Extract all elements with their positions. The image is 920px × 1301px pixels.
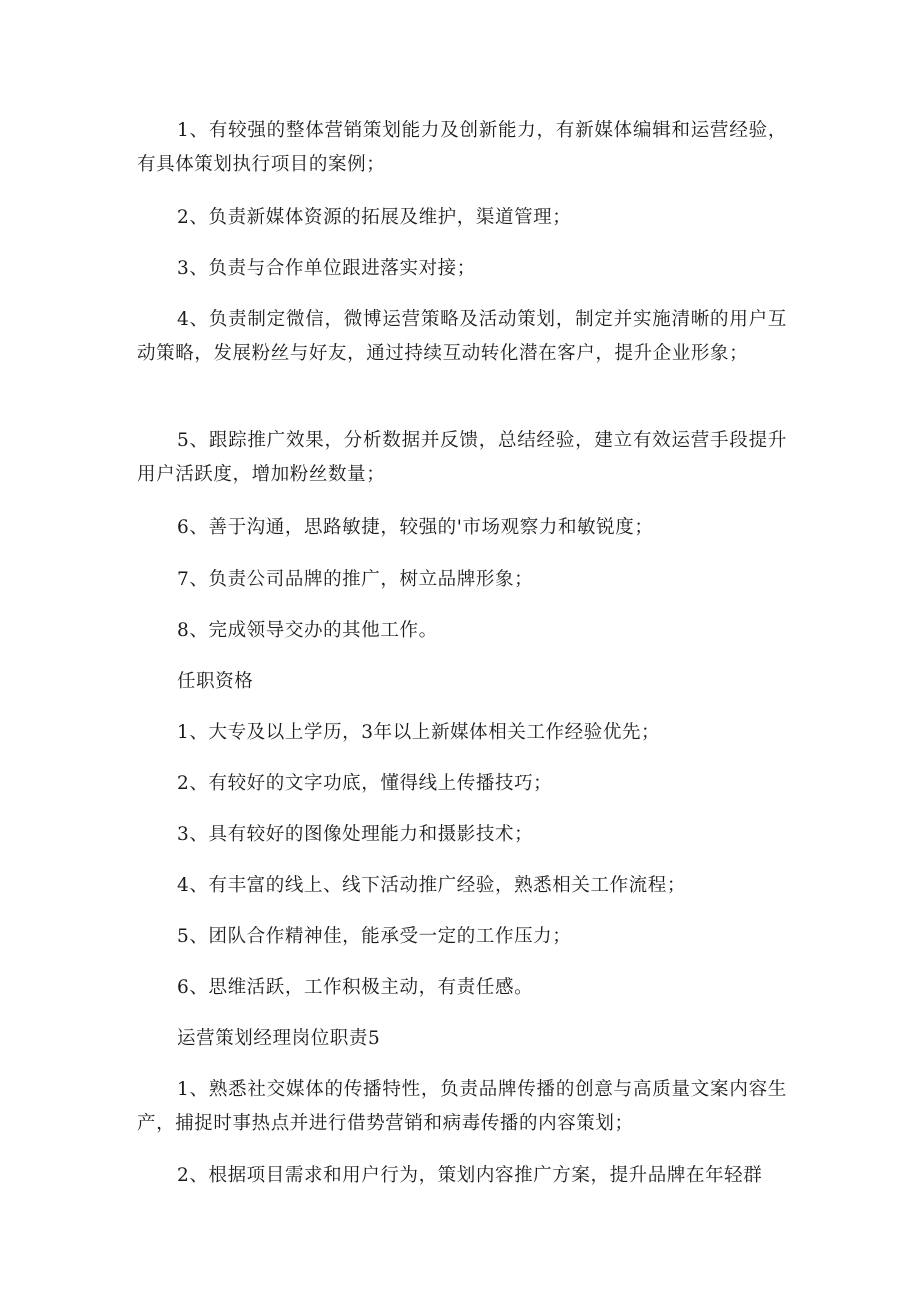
duty-item-6: 6、善于沟通，思路敏捷，较强的'市场观察力和敏锐度； [177,517,654,538]
qualification-item-6: 6、思维活跃，工作积极主动，有责任感。 [177,977,534,998]
duty-item-1: 1、有较强的整体营销策划能力及创新能力，有新媒体编辑和运营经验，有具体策划执行项目的案例； [137,120,787,175]
duty-item-4: 4、负责制定微信，微博运营策略及活动策划，制定并实施清晰的用户互动策略，发展粉丝与好友，通过持续互动转化潜在客户，提升企业形象； [137,309,787,364]
section-heading-qualifications: 任职资格 [177,671,254,692]
duty5-item-1: 1、熟悉社交媒体的传播特性，负责品牌传播的创意与高质量文案内容生产，捕捉时事热点并进行借势营销和病毒传播的内容策划； [137,1079,787,1134]
section-heading-job-title: 运营策划经理岗位职责5 [177,1028,381,1049]
duty-item-3: 3、负责与合作单位跟进落实对接； [177,258,476,279]
duty-item-8: 8、完成领导交办的其他工作。 [177,620,438,641]
duty-item-2: 2、负责新媒体资源的拓展及维护，渠道管理； [177,207,572,228]
qualification-item-2: 2、有较好的文字功底，懂得线上传播技巧； [177,773,553,794]
duty-item-5: 5、跟踪推广效果，分析数据并反馈，总结经验，建立有效运营手段提升用户活跃度，增加粉丝数量； [137,430,787,485]
duty5-item-2: 2、根据项目需求和用户行为，策划内容推广方案，提升品牌在年轻群 [177,1165,763,1186]
qualification-item-1: 1、大专及以上学历，3年以上新媒体相关工作经验优先； [177,722,661,743]
qualification-item-4: 4、有丰富的线上、线下活动推广经验，熟悉相关工作流程； [177,875,686,896]
qualification-item-3: 3、具有较好的图像处理能力和摄影技术； [177,824,534,845]
qualification-item-5: 5、团队合作精神佳，能承受一定的工作压力； [177,926,572,947]
duty-item-7: 7、负责公司品牌的推广，树立品牌形象； [177,569,534,590]
